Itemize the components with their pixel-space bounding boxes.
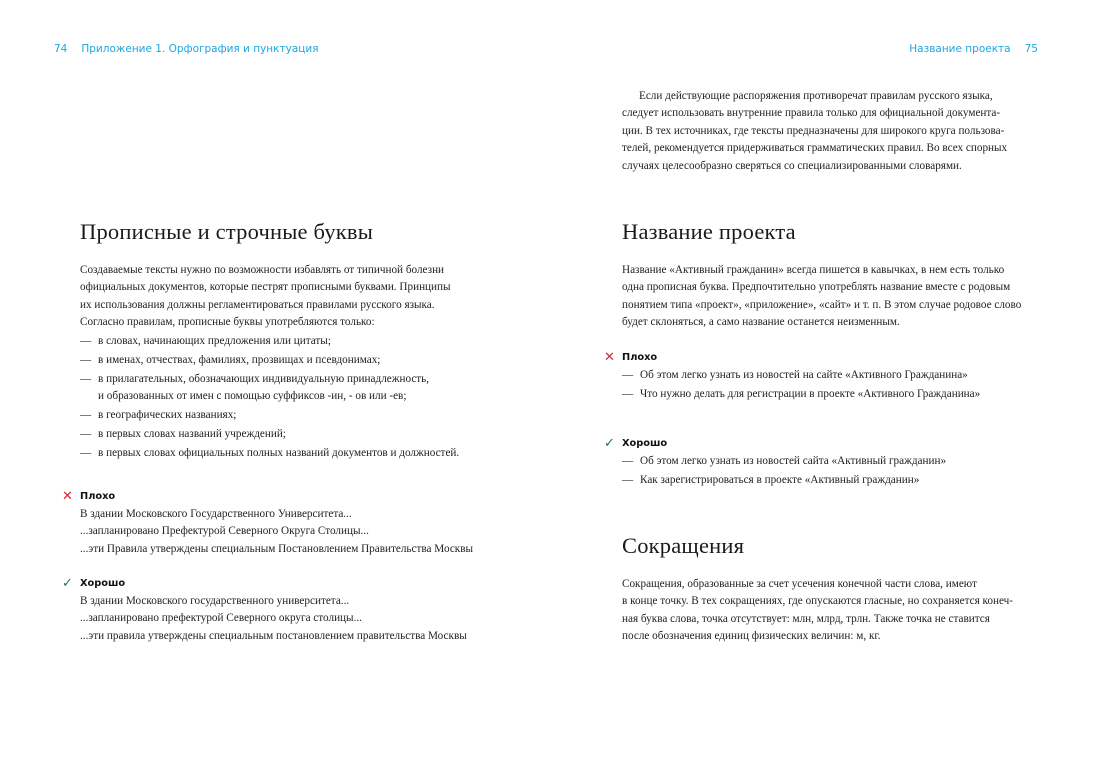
dash-marker: —	[622, 387, 634, 400]
bad-example-lines	[80, 506, 473, 558]
text-line: телей, рекомендуется придерживаться грамматических правил. Во всех спорных	[622, 142, 1008, 155]
project-bad-block	[604, 351, 980, 403]
checkmark-icon: ✓	[604, 436, 615, 451]
list-item	[80, 426, 459, 443]
cross-icon: ✕	[604, 350, 615, 365]
dash-marker: —	[80, 428, 92, 441]
list-item	[80, 352, 459, 369]
text-line: официальных документов, которые пестрят прописными буквами. Принципы	[80, 281, 451, 294]
good-example-block	[62, 577, 467, 645]
page-number-right: 75	[1024, 43, 1038, 55]
checkmark-icon: ✓	[62, 576, 73, 591]
list-text: в словах, начинающих предложения или цитаты;	[98, 335, 331, 347]
good-verdict-header	[604, 437, 946, 450]
dash-marker: —	[80, 335, 92, 347]
capitals-rules-list	[80, 333, 459, 462]
list-text: Об этом легко узнать из новостей сайта «Активный гражданин»	[640, 455, 947, 467]
list-item	[622, 453, 946, 470]
list-text: и образованных от имен с помощью суффиксов -ин, - ов или -ев;	[98, 390, 407, 403]
bad-verdict-header	[604, 351, 980, 364]
list-text: Как зарегистрироваться в проекте «Активный гражданин»	[640, 473, 920, 486]
list-item	[80, 445, 459, 462]
text-line: Название «Активный гражданин» всегда пишется в кавычках, в нем есть только	[622, 264, 1005, 276]
abbreviations-paragraph	[622, 576, 1013, 646]
example-line: ...запланировано Префектурой Северного Округа Столицы...	[80, 525, 369, 538]
text-line: одна прописная буква. Предпочтительно употреблять название вместе с родовым	[622, 281, 1011, 294]
bad-example-block	[62, 490, 473, 558]
project-name-intro	[622, 262, 1021, 332]
list-text: в прилагательных, обозначающих индивидуальную принадлежность,	[98, 372, 430, 385]
section-title-project-name: Название проекта	[622, 219, 796, 244]
bad-label: Плохо	[80, 491, 116, 502]
list-item	[80, 371, 459, 406]
example-line: В здании Московского Государственного Университета...	[80, 508, 352, 520]
text-line: будет склоняться, а само название останется неизменным.	[622, 316, 900, 329]
running-title-left: Приложение 1. Орфография и пунктуация	[81, 43, 319, 55]
text-line: Согласно правилам, прописные буквы употребляются только:	[80, 316, 375, 329]
good-example-lines	[80, 593, 467, 645]
text-line: случаях целесообразно сверяться со специализированными словарями.	[622, 159, 962, 172]
dash-marker: —	[80, 372, 92, 385]
list-item	[622, 367, 980, 384]
running-head-left	[54, 43, 319, 55]
example-line: ...эти правила утверждены специальным постановлением правительства Москвы	[80, 629, 467, 642]
dash-marker: —	[80, 446, 92, 459]
text-line: после обозначения единиц физических величин: м, кг.	[622, 630, 881, 643]
text-line: ции. В тех источниках, где тексты предназначены для широкого круга пользова-	[622, 124, 1005, 137]
section-title-capitals: Прописные и строчные буквы	[80, 219, 374, 244]
dash-marker: —	[80, 409, 92, 422]
good-example-list	[622, 453, 946, 489]
list-text: в именах, отчествах, фамилиях, прозвищах и псевдонимах;	[98, 353, 381, 366]
running-title-right: Название проекта	[909, 43, 1011, 55]
dash-marker: —	[622, 369, 634, 381]
good-label: Хорошо	[622, 438, 668, 449]
dash-marker: —	[80, 353, 92, 366]
text-line: следует использовать внутренние правила только для официальной документа-	[622, 107, 1001, 120]
capitals-intro	[80, 262, 451, 332]
list-item	[80, 333, 459, 350]
text-line: Создаваемые тексты нужно по возможности избавлять от типичной болезни	[80, 264, 445, 276]
text-line: ная буква слова, точка отсутствует: млн, млрд, трлн. Также точка не ставится	[622, 612, 990, 625]
dash-marker: —	[622, 455, 634, 467]
text-line: их использования должны регламентироваться правилами русского языка.	[80, 298, 435, 311]
section-title-abbreviations: Сокращения	[622, 533, 745, 558]
list-text: в первых словах названий учреждений;	[98, 428, 286, 441]
text-line: понятием типа «проект», «приложение», «сайт» и т. п. В этом случае родовое слово	[622, 298, 1022, 311]
list-text: Об этом легко узнать из новостей на сайте «Активного Гражданина»	[640, 369, 968, 381]
list-item	[622, 386, 980, 403]
text-line: Если действующие распоряжения противоречат правилам русского языка,	[639, 90, 993, 102]
text-line: Сокращения, образованные за счет усечения конечной части слова, имеют	[622, 578, 977, 590]
example-line: ...эти Правила утверждены специальным Постановлением Правительства Москвы	[80, 542, 474, 555]
example-line: В здании Московского государственного университета...	[80, 595, 350, 607]
good-verdict-header	[62, 577, 467, 590]
running-head-right	[909, 43, 1038, 55]
bad-example-list	[622, 367, 980, 403]
text-line: в конце точку. В тех сокращениях, где опускаются гласные, но сохраняется конеч-	[622, 595, 1014, 608]
cross-icon: ✕	[62, 489, 73, 504]
page-number-left: 74	[54, 43, 68, 55]
list-text: Что нужно делать для регистрации в проекте «Активного Гражданина»	[640, 387, 981, 400]
example-line: ...запланировано префектурой Северного округа столицы...	[80, 612, 362, 625]
good-label: Хорошо	[80, 578, 126, 589]
bad-verdict-header	[62, 490, 473, 503]
list-text: в первых словах официальных полных названий документов и должностей.	[98, 446, 460, 459]
bad-label: Плохо	[622, 352, 658, 363]
list-text: в географических названиях;	[98, 409, 237, 422]
project-good-block	[604, 437, 946, 489]
list-item	[622, 472, 946, 489]
dash-marker: —	[622, 473, 634, 486]
intro-paragraph	[622, 88, 1007, 175]
list-item	[80, 407, 459, 424]
